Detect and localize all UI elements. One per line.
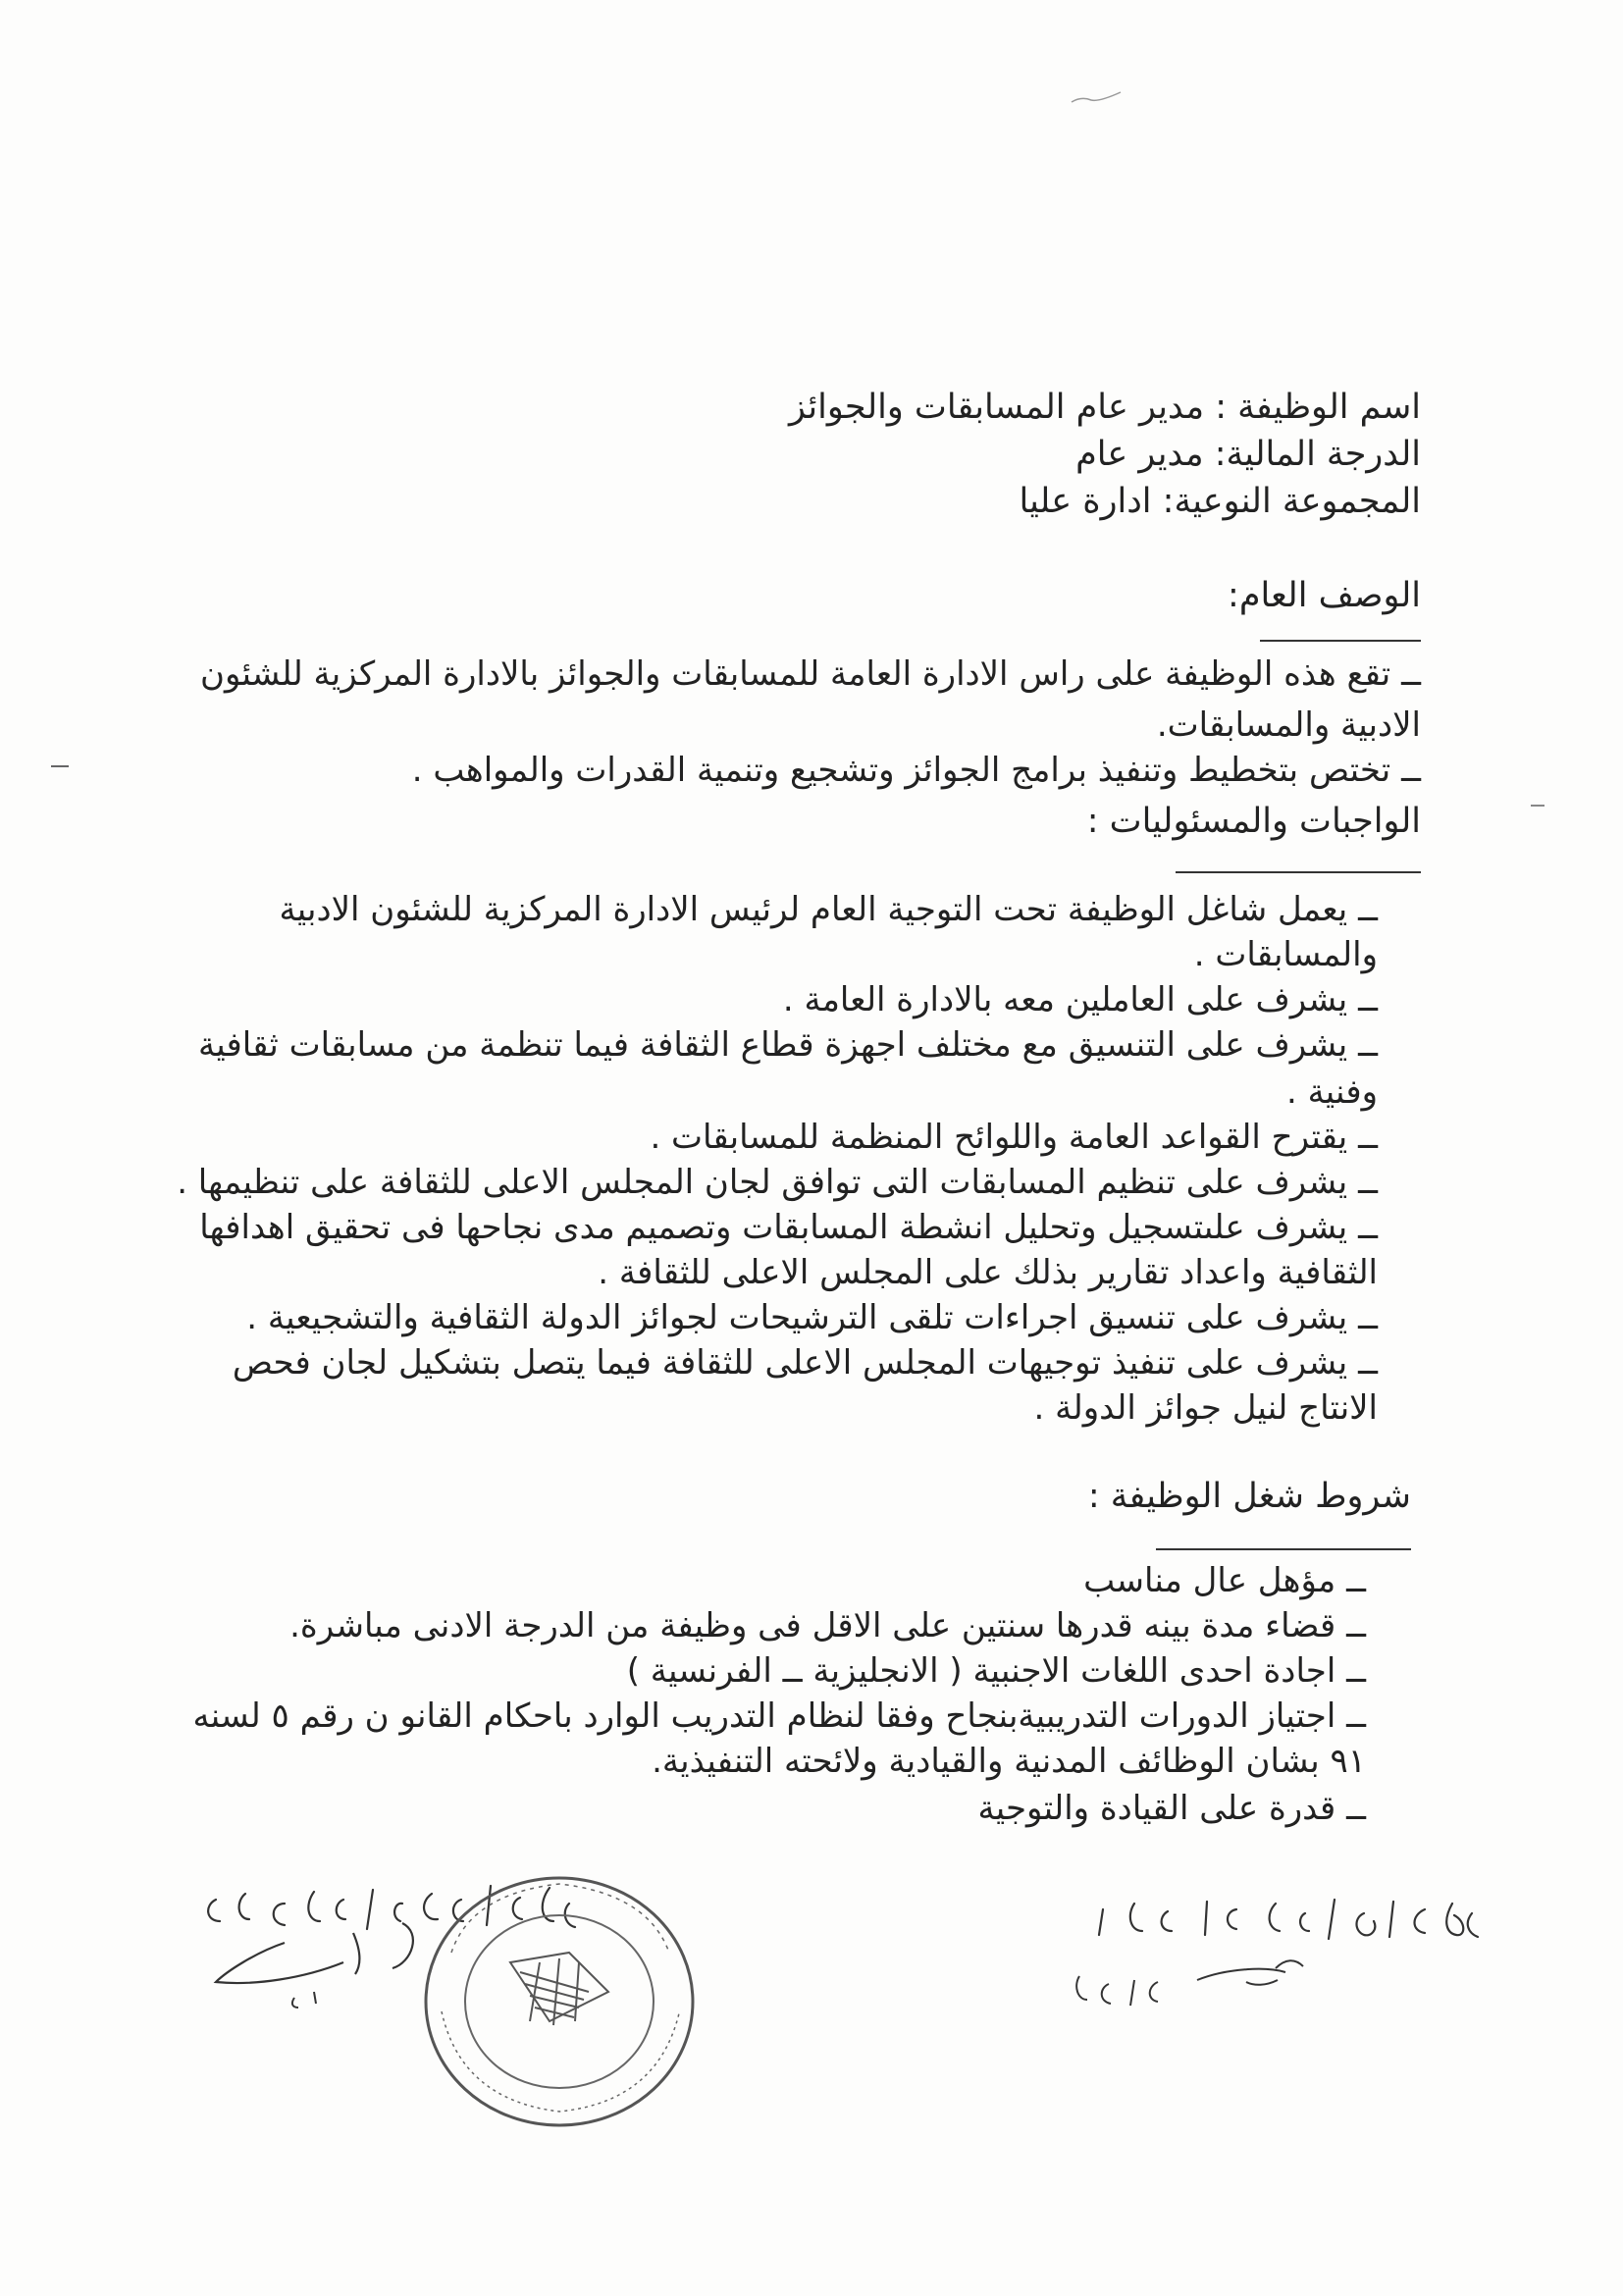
condition-line: ــ مؤهل عال مناسب	[1083, 1561, 1366, 1600]
duty-line: وفنية .	[1285, 1072, 1378, 1112]
duties-heading: الواجبات والمسئوليات :	[1086, 802, 1421, 841]
scan-mark	[1531, 805, 1544, 807]
official-stamp	[412, 1864, 707, 2139]
scan-mark	[51, 765, 69, 767]
duty-line: ــ يشرف علىتسجيل وتحليل انشطة المسابقات وتصميم مدى نجاحها فى تحقيق اهدافها	[199, 1208, 1378, 1247]
duty-line: الثقافية واعداد تقارير بذلك على المجلس الاعلى للثقافة .	[598, 1253, 1378, 1292]
condition-line: ــ اجتياز الدورات التدريبيةبنجاح وفقا لنظام التدريب الوارد باحكام القانو ن رقم ٥ لسنه	[192, 1696, 1366, 1736]
scan-speck	[1070, 88, 1128, 108]
heading-underline	[1156, 1548, 1411, 1550]
condition-line: ٩١ بشان الوظائف المدنية والقيادية ولائحته التنفيذية.	[652, 1742, 1366, 1781]
condition-line: ــ قضاء مدة بينه قدرها سنتين على الاقل فى وظيفة من الدرجة الادنى مباشرة.	[289, 1606, 1366, 1645]
condition-line: ــ قدرة على القيادة والتوجية	[977, 1789, 1366, 1828]
duty-line: والمسابقات .	[1193, 935, 1378, 974]
duty-line: الانتاج لنيل جوائز الدولة .	[1033, 1388, 1378, 1428]
job-name-line: اسم الوظيفة : مدير عام المسابقات والجوائز	[789, 388, 1421, 427]
duty-line: ــ يشرف على تنفيذ توجيهات المجلس الاعلى للثقافة فيما يتصل بتشكيل لجان فحص	[232, 1343, 1378, 1383]
conditions-heading: شروط شغل الوظيفة :	[1087, 1477, 1411, 1516]
duty-line: ــ يقترح القواعد العامة واللوائح المنظمة للمسابقات .	[650, 1118, 1378, 1157]
heading-underline	[1176, 871, 1421, 873]
duty-line: ــ يعمل شاغل الوظيفة تحت التوجية العام لرئيس الادارة المركزية للشئون الادبية	[279, 890, 1378, 929]
general-description-heading: الوصف العام:	[1228, 576, 1421, 615]
general-line: ــ تختص بتخطيط وتنفيذ برامج الجوائز وتشجيع وتنمية القدرات والمواهب .	[411, 751, 1421, 790]
heading-underline	[1260, 640, 1421, 642]
duty-line: ــ يشرف على تنسيق اجراءات تلقى الترشيحات لجوائز الدولة الثقافية والتشجيعية .	[246, 1298, 1378, 1337]
group-line: المجموعة النوعية: ادارة عليا	[1019, 482, 1421, 521]
condition-line: ــ اجادة احدى اللغات الاجنبية ( الانجليزية ــ الفرنسية )	[626, 1651, 1366, 1691]
handwritten-approval	[1040, 1874, 1492, 2011]
grade-line: الدرجة المالية: مدير عام	[1075, 435, 1421, 474]
duty-line: ــ يشرف على تنظيم المسابقات التى توافق لجان المجلس الاعلى للثقافة على تنظيمها .	[177, 1163, 1378, 1202]
duty-line: ــ يشرف على العاملين معه بالادارة العامة .	[782, 980, 1378, 1019]
general-line: الادبية والمسابقات.	[1156, 705, 1421, 745]
duty-line: ــ يشرف على التنسيق مع مختلف اجهزة قطاع الثقافة فيما تنظمة من مسابقات ثقافية	[198, 1025, 1378, 1065]
general-line: ــ تقع هذه الوظيفة على راس الادارة العامة للمسابقات والجوائز بالادارة المركزية للشئون	[199, 654, 1421, 694]
